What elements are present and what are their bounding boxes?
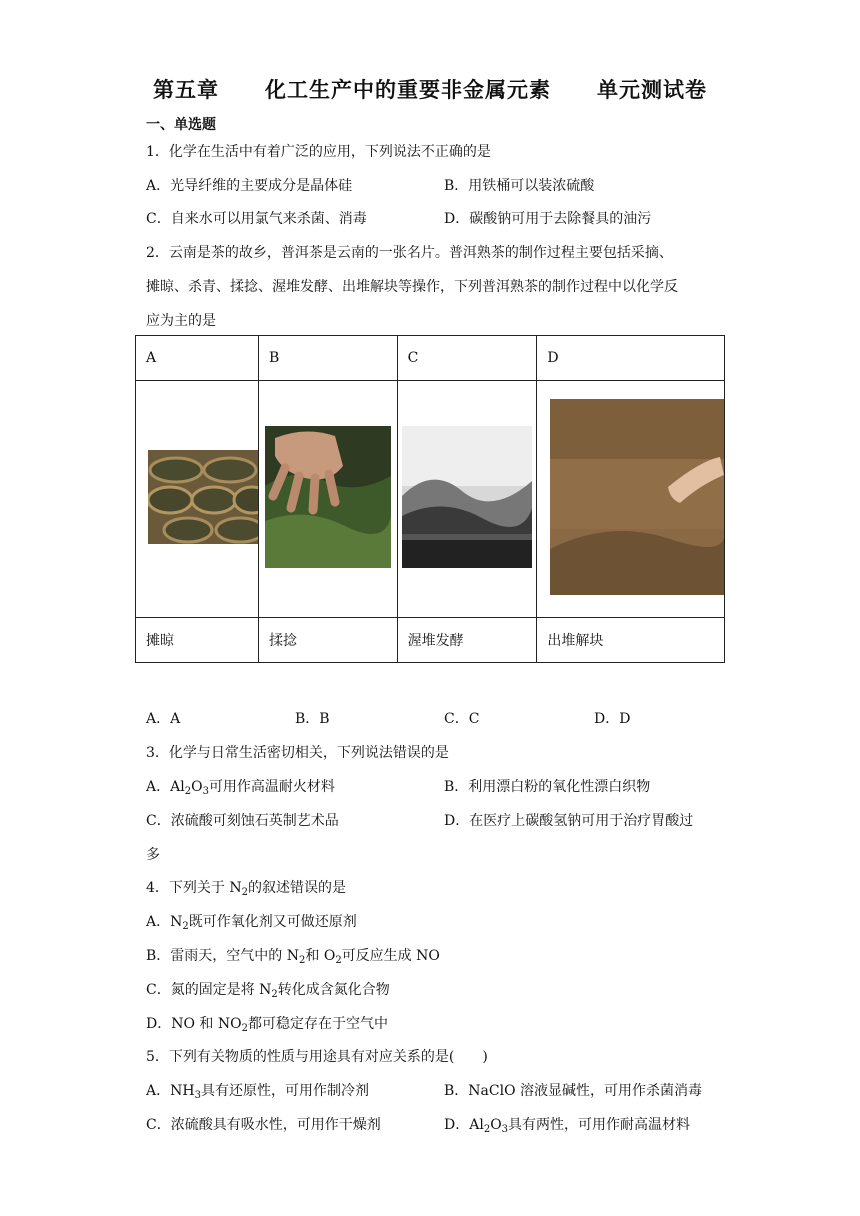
table-image-cell-c: [397, 381, 537, 618]
q4-stem: 4．下列关于 $N_2$的叙述错误的是: [146, 880, 346, 898]
table-header-c: C: [397, 336, 537, 381]
tea-process-table: [135, 335, 725, 663]
q3-option-d: D．在医疗上碳酸氢钠可用于治疗胃酸过: [444, 813, 694, 829]
table-caption-a: 摊晾: [136, 618, 259, 663]
table-image-cell-d: [537, 381, 725, 618]
q1-stem: 1．化学在生活中有着广泛的应用，下列说法不正确的是: [146, 144, 491, 160]
q5-option-b: B．NaClO 溶液显碱性，可用作杀菌消毒: [444, 1083, 703, 1099]
table-header-b: B: [259, 336, 398, 381]
q4-option-a: A．$N_2$既可作氧化剂又可做还原剂: [146, 914, 357, 932]
title-name: 化工生产中的重要非金属元素: [265, 78, 551, 102]
q3-option-b: B．利用漂白粉的氧化性漂白织物: [444, 779, 651, 795]
section-heading: 一、单选题: [146, 117, 216, 133]
q2-option-b: B．B: [295, 711, 330, 727]
q3-option-d-continued: 多: [146, 847, 160, 863]
q1-option-d: D．碳酸钠可用于去除餐具的油污: [444, 211, 652, 227]
q2-stem-line2: 摊晾、杀青、揉捻、渥堆发酵、出堆解块等操作，下列普洱熟茶的制作过程中以化学反: [146, 279, 678, 295]
table-header-d: D: [537, 336, 725, 381]
q3-option-a: A．$Al_2O_3$可用作高温耐火材料: [146, 779, 335, 797]
table-caption-c: 渥堆发酵: [397, 618, 537, 663]
q4-option-b: B．雷雨天，空气中的 $N_2$和 $O_2$可反应生成 NO: [146, 948, 440, 966]
q5-option-a: A．$NH_3$具有还原性，可用作制冷剂: [146, 1083, 369, 1101]
q2-option-c: C．C: [444, 711, 480, 727]
q2-option-a: A．A: [146, 711, 181, 727]
q4-option-d: D．NO 和 $NO_2$都可稳定存在于空气中: [146, 1016, 388, 1034]
q1-option-c: C．自来水可以用氯气来杀菌、消毒: [146, 211, 367, 227]
rolling-tea-photo: [265, 426, 391, 568]
title-type: 单元测试卷: [597, 78, 707, 102]
q5-option-c: C．浓硫酸具有吸水性，可用作干燥剂: [146, 1117, 381, 1133]
q2-option-d: D．D: [594, 711, 631, 727]
page-title: [0, 74, 860, 104]
table-caption-d: 出堆解块: [537, 618, 725, 663]
table-image-cell-a: [136, 381, 259, 618]
table-image-cell-b: [259, 381, 398, 618]
table-caption-b: 揉捻: [259, 618, 398, 663]
q1-option-a: A．光导纤维的主要成分是晶体硅: [146, 178, 353, 194]
fermentation-photo: [402, 426, 532, 568]
q4-option-c: C．氮的固定是将 $N_2$转化成含氮化合物: [146, 982, 390, 1000]
q5-stem: 5．下列有关物质的性质与用途具有对应关系的是( ): [146, 1049, 488, 1065]
table-header-a: A: [136, 336, 259, 381]
spreading-tea-photo: [148, 450, 258, 544]
q2-stem-line1: 2．云南是茶的故乡，普洱茶是云南的一张名片。普洱熟茶的制作过程主要包括采摘、: [146, 245, 673, 261]
q3-option-c: C．浓硫酸可刻蚀石英制艺术品: [146, 813, 339, 829]
q1-option-b: B．用铁桶可以装浓硫酸: [444, 178, 595, 194]
title-chapter: 第五章: [153, 78, 219, 102]
breaking-pile-photo: [550, 399, 724, 595]
q5-option-d: D．$Al_2O_3$具有两性，可用作耐高温材料: [444, 1117, 691, 1135]
q3-stem: 3．化学与日常生活密切相关，下列说法错误的是: [146, 745, 449, 761]
q2-stem-line3: 应为主的是: [146, 313, 216, 329]
